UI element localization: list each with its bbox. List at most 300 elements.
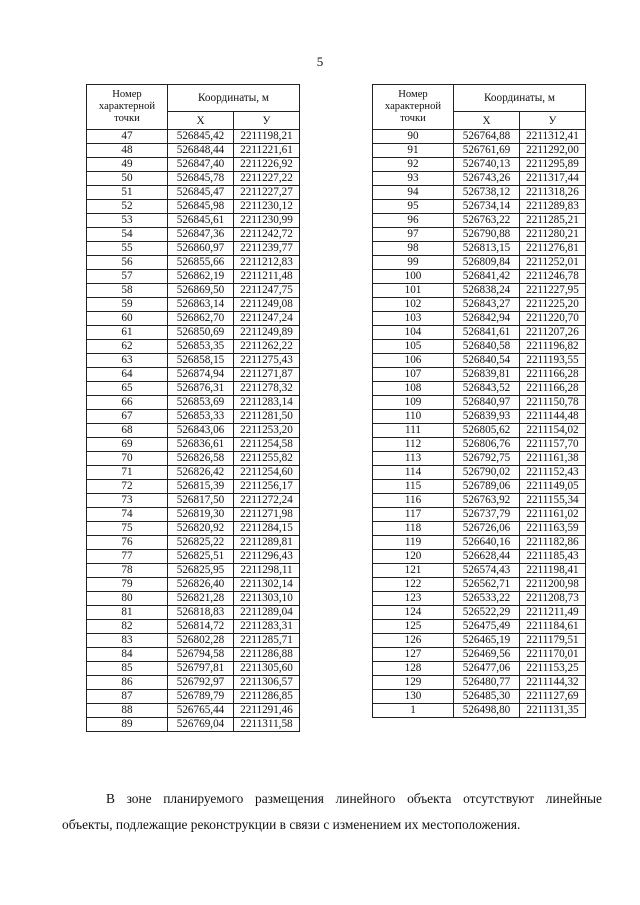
x-coordinate-cell: 526477,06 <box>454 662 520 676</box>
y-coordinate-cell: 2211286,88 <box>234 648 300 662</box>
x-coordinate-cell: 526574,43 <box>454 564 520 578</box>
x-coordinate-cell: 526740,13 <box>454 158 520 172</box>
table-row <box>373 172 586 186</box>
point-number-cell: 84 <box>87 648 168 662</box>
table-row <box>87 676 300 690</box>
point-number-cell: 73 <box>87 494 168 508</box>
x-coordinate-cell: 526858,15 <box>168 354 234 368</box>
y-coordinate-cell: 2211311,58 <box>234 718 300 732</box>
x-coordinate-cell: 526806,76 <box>454 438 520 452</box>
y-coordinate-cell: 2211230,12 <box>234 200 300 214</box>
x-coordinate-cell: 526792,97 <box>168 676 234 690</box>
point-number-cell: 70 <box>87 452 168 466</box>
point-number-cell: 82 <box>87 620 168 634</box>
x-coordinate-cell: 526734,14 <box>454 200 520 214</box>
point-number-cell: 72 <box>87 480 168 494</box>
x-coordinate-cell: 526821,28 <box>168 592 234 606</box>
note-line-1: В зоне планируемого размещения линейного объекта отсутствуют линейные <box>106 791 602 806</box>
y-coordinate-cell: 2211170,01 <box>520 648 586 662</box>
point-number-cell: 109 <box>373 396 454 410</box>
table-row <box>87 256 300 270</box>
table-row <box>373 424 586 438</box>
y-coordinate-cell: 2211302,14 <box>234 578 300 592</box>
x-coordinate-cell: 526862,19 <box>168 270 234 284</box>
x-coordinate-cell: 526797,81 <box>168 662 234 676</box>
table-row <box>87 284 300 298</box>
table-row <box>87 662 300 676</box>
y-coordinate-cell: 2211166,28 <box>520 382 586 396</box>
y-coordinate-cell: 2211149,05 <box>520 480 586 494</box>
point-number-cell: 86 <box>87 676 168 690</box>
point-number-cell: 54 <box>87 228 168 242</box>
y-coordinate-cell: 2211255,82 <box>234 452 300 466</box>
y-coordinate-cell: 2211155,34 <box>520 494 586 508</box>
y-coordinate-cell: 2211226,92 <box>234 158 300 172</box>
y-coordinate-cell: 2211254,60 <box>234 466 300 480</box>
y-coordinate-cell: 2211230,99 <box>234 214 300 228</box>
x-coordinate-cell: 526802,28 <box>168 634 234 648</box>
x-coordinate-cell: 526843,52 <box>454 382 520 396</box>
point-number-cell: 62 <box>87 340 168 354</box>
table-row <box>373 130 586 144</box>
x-coordinate-cell: 526840,54 <box>454 354 520 368</box>
point-number-cell: 120 <box>373 550 454 564</box>
y-coordinate-cell: 2211281,50 <box>234 410 300 424</box>
table-row <box>87 382 300 396</box>
table-row <box>87 452 300 466</box>
point-number-cell: 78 <box>87 564 168 578</box>
y-coordinate-cell: 2211284,15 <box>234 522 300 536</box>
y-coordinate-cell: 2211283,31 <box>234 620 300 634</box>
y-coordinate-cell: 2211211,49 <box>520 606 586 620</box>
table-row <box>87 368 300 382</box>
point-number-cell: 91 <box>373 144 454 158</box>
y-coordinate-cell: 2211246,78 <box>520 270 586 284</box>
table-row <box>373 382 586 396</box>
y-coordinate-cell: 2211305,60 <box>234 662 300 676</box>
y-coordinate-cell: 2211275,43 <box>234 354 300 368</box>
y-coordinate-cell: 2211153,25 <box>520 662 586 676</box>
x-coordinate-cell: 526533,22 <box>454 592 520 606</box>
x-coordinate-cell: 526640,16 <box>454 536 520 550</box>
table-row <box>87 648 300 662</box>
x-coordinate-cell: 526819,30 <box>168 508 234 522</box>
table-row <box>373 606 586 620</box>
point-number-cell: 101 <box>373 284 454 298</box>
y-coordinate-cell: 2211306,57 <box>234 676 300 690</box>
x-coordinate-cell: 526763,22 <box>454 214 520 228</box>
table-row <box>87 340 300 354</box>
y-coordinate-cell: 2211283,14 <box>234 396 300 410</box>
x-coordinate-cell: 526855,66 <box>168 256 234 270</box>
point-number-cell: 93 <box>373 172 454 186</box>
table-row <box>373 690 586 704</box>
table-row <box>87 326 300 340</box>
point-number-cell: 48 <box>87 144 168 158</box>
table-row <box>373 228 586 242</box>
y-coordinate-cell: 2211286,85 <box>234 690 300 704</box>
y-coordinate-cell: 2211247,75 <box>234 284 300 298</box>
y-header: У <box>520 112 586 130</box>
point-number-cell: 111 <box>373 424 454 438</box>
point-number-cell: 98 <box>373 242 454 256</box>
y-coordinate-cell: 2211272,24 <box>234 494 300 508</box>
y-coordinate-cell: 2211271,87 <box>234 368 300 382</box>
x-coordinate-cell: 526840,58 <box>454 340 520 354</box>
point-number-cell: 97 <box>373 228 454 242</box>
table-row <box>373 438 586 452</box>
note-line-2: объекты, подлежащие реконструкции в связи с изменением их местоположения. <box>62 817 521 832</box>
point-number-cell: 81 <box>87 606 168 620</box>
table-row <box>87 396 300 410</box>
x-header: X <box>454 112 520 130</box>
point-number-cell: 125 <box>373 620 454 634</box>
x-coordinate-cell: 526475,49 <box>454 620 520 634</box>
table-row <box>87 144 300 158</box>
x-coordinate-cell: 526820,92 <box>168 522 234 536</box>
point-number-cell: 65 <box>87 382 168 396</box>
y-coordinate-cell: 2211276,81 <box>520 242 586 256</box>
point-number-cell: 104 <box>373 326 454 340</box>
point-number-cell: 79 <box>87 578 168 592</box>
point-number-cell: 89 <box>87 718 168 732</box>
y-coordinate-cell: 2211252,01 <box>520 256 586 270</box>
x-coordinate-cell: 526862,70 <box>168 312 234 326</box>
y-coordinate-cell: 2211298,11 <box>234 564 300 578</box>
x-coordinate-cell: 526805,62 <box>454 424 520 438</box>
coordinates-header: Координаты, м <box>454 85 586 112</box>
point-number-cell: 49 <box>87 158 168 172</box>
y-coordinate-cell: 2211303,10 <box>234 592 300 606</box>
x-coordinate-cell: 526847,36 <box>168 228 234 242</box>
x-coordinate-cell: 526845,98 <box>168 200 234 214</box>
y-coordinate-cell: 2211271,98 <box>234 508 300 522</box>
table-row <box>87 158 300 172</box>
table-row <box>87 298 300 312</box>
point-number-cell: 63 <box>87 354 168 368</box>
point-number-cell: 123 <box>373 592 454 606</box>
point-number-cell: 75 <box>87 522 168 536</box>
y-coordinate-cell: 2211184,61 <box>520 620 586 634</box>
x-coordinate-cell: 526743,26 <box>454 172 520 186</box>
x-coordinate-cell: 526853,69 <box>168 396 234 410</box>
x-coordinate-cell: 526769,04 <box>168 718 234 732</box>
y-coordinate-cell: 2211212,83 <box>234 256 300 270</box>
table-row <box>87 354 300 368</box>
point-number-cell: 85 <box>87 662 168 676</box>
y-coordinate-cell: 2211285,71 <box>234 634 300 648</box>
table-row <box>87 480 300 494</box>
point-number-cell: 90 <box>373 130 454 144</box>
x-coordinate-cell: 526841,61 <box>454 326 520 340</box>
point-number-cell: 99 <box>373 256 454 270</box>
table-row <box>87 592 300 606</box>
y-coordinate-cell: 2211152,43 <box>520 466 586 480</box>
table-row <box>373 326 586 340</box>
y-coordinate-cell: 2211239,77 <box>234 242 300 256</box>
table-row <box>87 536 300 550</box>
x-header: X <box>168 112 234 130</box>
x-coordinate-cell: 526853,35 <box>168 340 234 354</box>
x-coordinate-cell: 526826,42 <box>168 466 234 480</box>
point-number-cell: 53 <box>87 214 168 228</box>
x-coordinate-cell: 526848,44 <box>168 144 234 158</box>
y-coordinate-cell: 2211182,86 <box>520 536 586 550</box>
table-row <box>373 410 586 424</box>
y-coordinate-cell: 2211278,32 <box>234 382 300 396</box>
point-number-cell: 83 <box>87 634 168 648</box>
y-coordinate-cell: 2211163,59 <box>520 522 586 536</box>
point-number-cell: 80 <box>87 592 168 606</box>
point-number-cell: 118 <box>373 522 454 536</box>
coordinates-header: Координаты, м <box>168 85 300 112</box>
point-number-cell: 88 <box>87 704 168 718</box>
y-coordinate-cell: 2211198,21 <box>234 130 300 144</box>
point-number-cell: 92 <box>373 158 454 172</box>
x-coordinate-cell: 526761,69 <box>454 144 520 158</box>
table-row <box>87 410 300 424</box>
y-coordinate-cell: 2211227,95 <box>520 284 586 298</box>
table-row <box>87 214 300 228</box>
table-row <box>373 466 586 480</box>
x-coordinate-cell: 526737,79 <box>454 508 520 522</box>
table-row <box>87 438 300 452</box>
x-coordinate-cell: 526840,97 <box>454 396 520 410</box>
x-coordinate-cell: 526845,47 <box>168 186 234 200</box>
table-row <box>87 200 300 214</box>
y-coordinate-cell: 2211221,61 <box>234 144 300 158</box>
table-row <box>87 270 300 284</box>
y-coordinate-cell: 2211161,02 <box>520 508 586 522</box>
table-row <box>87 690 300 704</box>
point-number-cell: 113 <box>373 452 454 466</box>
y-coordinate-cell: 2211161,38 <box>520 452 586 466</box>
x-coordinate-cell: 526726,06 <box>454 522 520 536</box>
table-row <box>87 228 300 242</box>
table-row <box>373 550 586 564</box>
x-coordinate-cell: 526843,06 <box>168 424 234 438</box>
table-row <box>87 242 300 256</box>
y-coordinate-cell: 2211154,02 <box>520 424 586 438</box>
y-coordinate-cell: 2211249,08 <box>234 298 300 312</box>
point-number-cell: 126 <box>373 634 454 648</box>
y-coordinate-cell: 2211211,48 <box>234 270 300 284</box>
table-row <box>373 564 586 578</box>
note-paragraph <box>62 786 602 838</box>
y-coordinate-cell: 2211207,26 <box>520 326 586 340</box>
x-coordinate-cell: 526817,50 <box>168 494 234 508</box>
point-number-cell: 119 <box>373 536 454 550</box>
table-row <box>373 662 586 676</box>
table-row <box>373 368 586 382</box>
point-number-cell: 55 <box>87 242 168 256</box>
table-row <box>87 424 300 438</box>
point-number-cell: 116 <box>373 494 454 508</box>
x-coordinate-cell: 526826,40 <box>168 578 234 592</box>
x-coordinate-cell: 526838,24 <box>454 284 520 298</box>
point-number-cell: 103 <box>373 312 454 326</box>
x-coordinate-cell: 526818,83 <box>168 606 234 620</box>
table-row <box>373 508 586 522</box>
point-number-cell: 68 <box>87 424 168 438</box>
table-row <box>373 298 586 312</box>
point-number-header: Номер характерной точки <box>373 85 454 130</box>
x-coordinate-cell: 526815,39 <box>168 480 234 494</box>
point-number-cell: 71 <box>87 466 168 480</box>
point-number-header: Номер характерной точки <box>87 85 168 130</box>
point-number-cell: 100 <box>373 270 454 284</box>
point-number-cell: 50 <box>87 172 168 186</box>
point-number-cell: 106 <box>373 354 454 368</box>
table-row <box>373 354 586 368</box>
point-number-cell: 127 <box>373 648 454 662</box>
table-row <box>87 522 300 536</box>
point-number-cell: 57 <box>87 270 168 284</box>
table-row <box>373 522 586 536</box>
point-number-cell: 114 <box>373 466 454 480</box>
table-row <box>373 242 586 256</box>
table-row <box>87 494 300 508</box>
point-number-cell: 108 <box>373 382 454 396</box>
coordinates-table-right <box>372 84 586 718</box>
table-row <box>87 508 300 522</box>
table-row <box>87 634 300 648</box>
y-coordinate-cell: 2211291,46 <box>234 704 300 718</box>
point-number-cell: 129 <box>373 676 454 690</box>
x-coordinate-cell: 526790,88 <box>454 228 520 242</box>
y-coordinate-cell: 2211285,21 <box>520 214 586 228</box>
point-number-cell: 102 <box>373 298 454 312</box>
table-row <box>373 536 586 550</box>
x-coordinate-cell: 526763,92 <box>454 494 520 508</box>
x-coordinate-cell: 526836,61 <box>168 438 234 452</box>
table-row <box>87 606 300 620</box>
point-number-cell: 1 <box>373 704 454 718</box>
point-number-cell: 51 <box>87 186 168 200</box>
table-row <box>373 200 586 214</box>
x-coordinate-cell: 526853,33 <box>168 410 234 424</box>
point-number-cell: 87 <box>87 690 168 704</box>
point-number-cell: 76 <box>87 536 168 550</box>
x-coordinate-cell: 526498,80 <box>454 704 520 718</box>
table-row <box>373 620 586 634</box>
page-number: 5 <box>316 54 324 69</box>
y-coordinate-cell: 2211208,73 <box>520 592 586 606</box>
point-number-cell: 105 <box>373 340 454 354</box>
table-row <box>87 130 300 144</box>
table-row <box>373 312 586 326</box>
x-coordinate-cell: 526790,02 <box>454 466 520 480</box>
x-coordinate-cell: 526845,42 <box>168 130 234 144</box>
point-number-cell: 77 <box>87 550 168 564</box>
x-coordinate-cell: 526847,40 <box>168 158 234 172</box>
y-coordinate-cell: 2211200,98 <box>520 578 586 592</box>
y-header: У <box>234 112 300 130</box>
x-coordinate-cell: 526839,81 <box>454 368 520 382</box>
x-coordinate-cell: 526485,30 <box>454 690 520 704</box>
point-number-cell: 94 <box>373 186 454 200</box>
y-coordinate-cell: 2211318,26 <box>520 186 586 200</box>
table-row <box>373 186 586 200</box>
point-number-cell: 60 <box>87 312 168 326</box>
x-coordinate-cell: 526876,31 <box>168 382 234 396</box>
table-row <box>87 550 300 564</box>
table-row <box>87 186 300 200</box>
table-row <box>373 480 586 494</box>
y-coordinate-cell: 2211193,55 <box>520 354 586 368</box>
table-row <box>373 284 586 298</box>
y-coordinate-cell: 2211247,24 <box>234 312 300 326</box>
x-coordinate-cell: 526522,29 <box>454 606 520 620</box>
point-number-cell: 47 <box>87 130 168 144</box>
coordinates-table-left <box>86 84 300 732</box>
y-coordinate-cell: 2211144,32 <box>520 676 586 690</box>
x-coordinate-cell: 526874,94 <box>168 368 234 382</box>
y-coordinate-cell: 2211256,17 <box>234 480 300 494</box>
y-coordinate-cell: 2211150,78 <box>520 396 586 410</box>
x-coordinate-cell: 526869,50 <box>168 284 234 298</box>
y-coordinate-cell: 2211179,51 <box>520 634 586 648</box>
y-coordinate-cell: 2211254,58 <box>234 438 300 452</box>
point-number-cell: 128 <box>373 662 454 676</box>
point-number-cell: 95 <box>373 200 454 214</box>
x-coordinate-cell: 526765,44 <box>168 704 234 718</box>
y-coordinate-cell: 2211198,41 <box>520 564 586 578</box>
x-coordinate-cell: 526842,94 <box>454 312 520 326</box>
x-coordinate-cell: 526845,78 <box>168 172 234 186</box>
point-number-cell: 130 <box>373 690 454 704</box>
point-number-cell: 96 <box>373 214 454 228</box>
y-coordinate-cell: 2211131,35 <box>520 704 586 718</box>
table-row <box>373 144 586 158</box>
point-number-cell: 115 <box>373 480 454 494</box>
y-coordinate-cell: 2211312,41 <box>520 130 586 144</box>
y-coordinate-cell: 2211196,82 <box>520 340 586 354</box>
point-number-cell: 64 <box>87 368 168 382</box>
table-row <box>87 704 300 718</box>
table-row <box>373 214 586 228</box>
table-row <box>373 158 586 172</box>
point-number-cell: 59 <box>87 298 168 312</box>
y-coordinate-cell: 2211157,70 <box>520 438 586 452</box>
x-coordinate-cell: 526814,72 <box>168 620 234 634</box>
y-coordinate-cell: 2211295,89 <box>520 158 586 172</box>
point-number-cell: 124 <box>373 606 454 620</box>
x-coordinate-cell: 526794,58 <box>168 648 234 662</box>
point-number-cell: 69 <box>87 438 168 452</box>
y-coordinate-cell: 2211185,43 <box>520 550 586 564</box>
table-row <box>373 452 586 466</box>
table-row <box>373 270 586 284</box>
y-coordinate-cell: 2211289,81 <box>234 536 300 550</box>
table-row <box>373 494 586 508</box>
x-coordinate-cell: 526841,42 <box>454 270 520 284</box>
point-number-cell: 67 <box>87 410 168 424</box>
x-coordinate-cell: 526825,22 <box>168 536 234 550</box>
x-coordinate-cell: 526562,71 <box>454 578 520 592</box>
table-row <box>373 648 586 662</box>
x-coordinate-cell: 526789,06 <box>454 480 520 494</box>
x-coordinate-cell: 526465,19 <box>454 634 520 648</box>
table-row <box>373 340 586 354</box>
table-row <box>87 718 300 732</box>
x-coordinate-cell: 526843,27 <box>454 298 520 312</box>
table-row <box>373 578 586 592</box>
x-coordinate-cell: 526789,79 <box>168 690 234 704</box>
table-row <box>373 634 586 648</box>
y-coordinate-cell: 2211289,83 <box>520 200 586 214</box>
y-coordinate-cell: 2211220,70 <box>520 312 586 326</box>
